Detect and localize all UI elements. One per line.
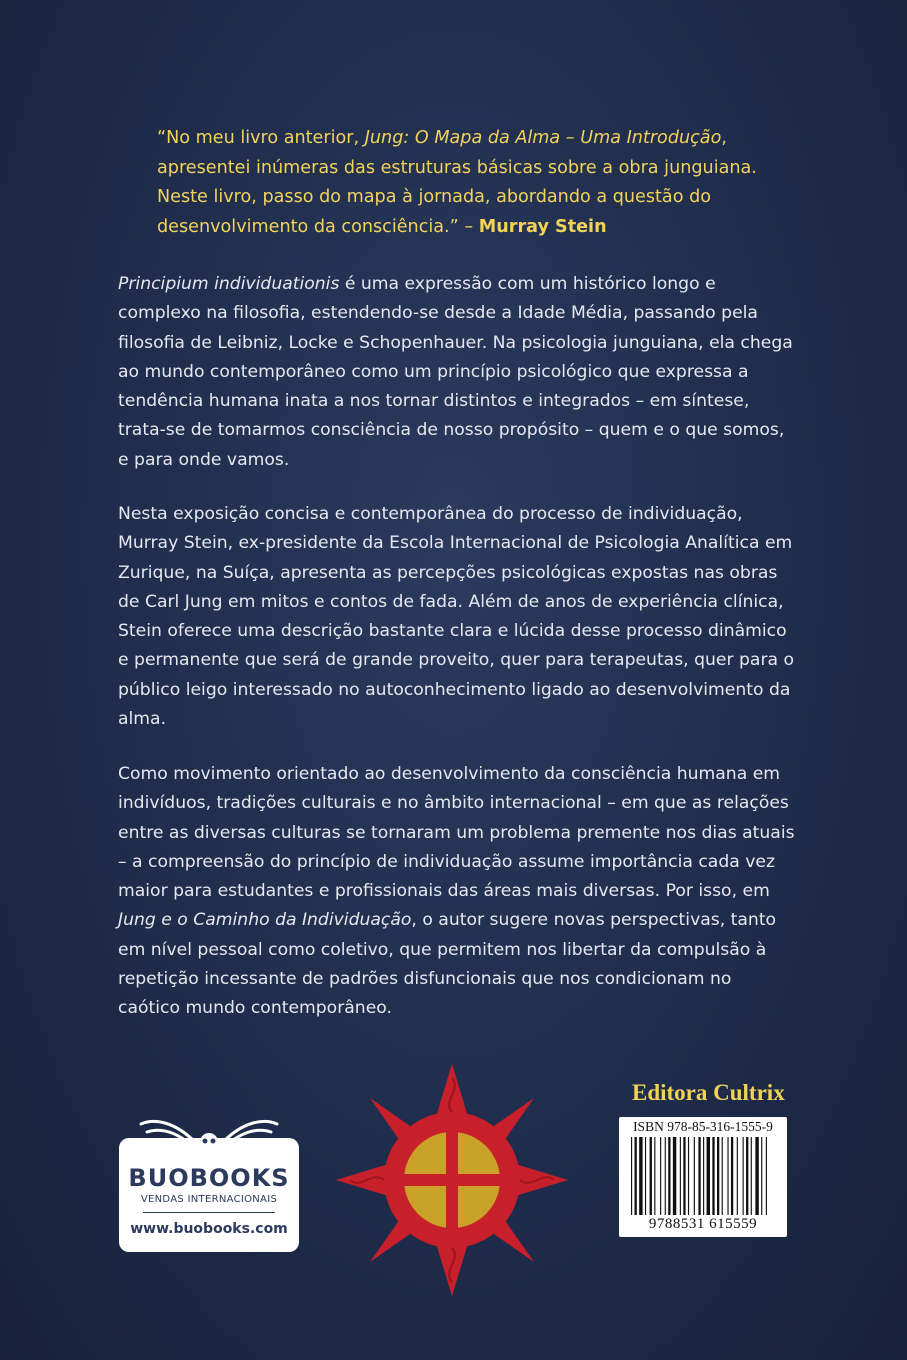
description-paragraph-3: [118, 760, 798, 1024]
latin-term: Principium individuationis: [118, 274, 340, 294]
buobooks-url: www.buobooks.com: [130, 1221, 288, 1237]
quote-open: “No meu livro anterior,: [157, 128, 365, 148]
barcode-bars: [629, 1137, 777, 1217]
isbn-digits: 9788531 615559: [648, 1216, 758, 1232]
description-paragraph-1: [118, 270, 798, 475]
paragraph-2-text: Nesta exposição concisa e contemporânea do processo de individuação, Murray Stein, ex-presidente da Escola Internacional de Psicologia Analítica em Zurique, na Suíça, apresenta as percepções psicológicas expostas nas obras de Carl Jung em mitos e contos de fada. Além de anos de experiência clínica, Stein oferece uma descrição bastante clara e lúcida desse processo dinâmico e permanente que será de grande proveito, quer para terapeutas, quer para o público leigo interessado no autoconhecimento ligado ao desenvolvimento da alma.: [118, 504, 795, 730]
paragraph-1-text: é uma expressão com um histórico longo e complexo na filosofia, estendendo-se desde a Idade Média, passando pela filosofia de Leibniz, Locke e Schopenhauer. Na psicologia junguiana, ela chega ao mundo contemporâneo como um princípio psicológico que expressa a tendência humana inata a nos tornar distintos e integrados – em síntese, trata-se de tomarmos consciência de nosso propósito – quem e o que somos, e para onde vamos.: [118, 274, 793, 470]
buobooks-subtitle: VENDAS INTERNACIONAIS: [140, 1194, 278, 1205]
paragraph-3-book-title: Jung e o Caminho da Individuação: [118, 910, 412, 931]
back-cover-quote: [157, 124, 797, 242]
quote-rest: , apresentei inúmeras das estruturas básicas sobre a obra junguiana. Neste livro, passo do mapa à jornada, abordando a questão do desenvolvimento da consciência.” –: [157, 128, 757, 237]
buobooks-divider: [143, 1212, 275, 1213]
quote-book-title: Jung: O Mapa da Alma – Uma Introdução: [364, 128, 722, 148]
buobooks-badge: [119, 1138, 299, 1252]
quote-author: Murray Stein: [478, 216, 607, 237]
paragraph-3-before: Como movimento orientado ao desenvolvimento da consciência humana em indivíduos, tradições culturais e no âmbito internacional – em que as relações entre as diversas culturas se tornaram um problema premente nos dias atuais – a compreensão do princípio de individuação assume importância cada vez maior para estudantes e profissionais das áreas mais diversas. Por isso, em: [118, 764, 795, 902]
sun-cross-emblem-icon: [332, 1060, 572, 1300]
owl-wings-icon: [125, 1112, 293, 1152]
description-paragraph-2: [118, 500, 798, 734]
publisher-name: Editora Cultrix: [632, 1080, 785, 1105]
isbn-label: ISBN 978-85-316-1555-9: [633, 1119, 773, 1134]
isbn-barcode: [619, 1117, 787, 1237]
buobooks-name: BUOBOOKS: [128, 1164, 290, 1192]
paragraph-3-after: , o autor sugere novas perspectivas, tanto em nível pessoal como coletivo, que permitem nos libertar da compulsão à repetição incessante de padrões disfuncionais que nos condicionam no caótico mundo contemporâneo.: [118, 910, 777, 1019]
